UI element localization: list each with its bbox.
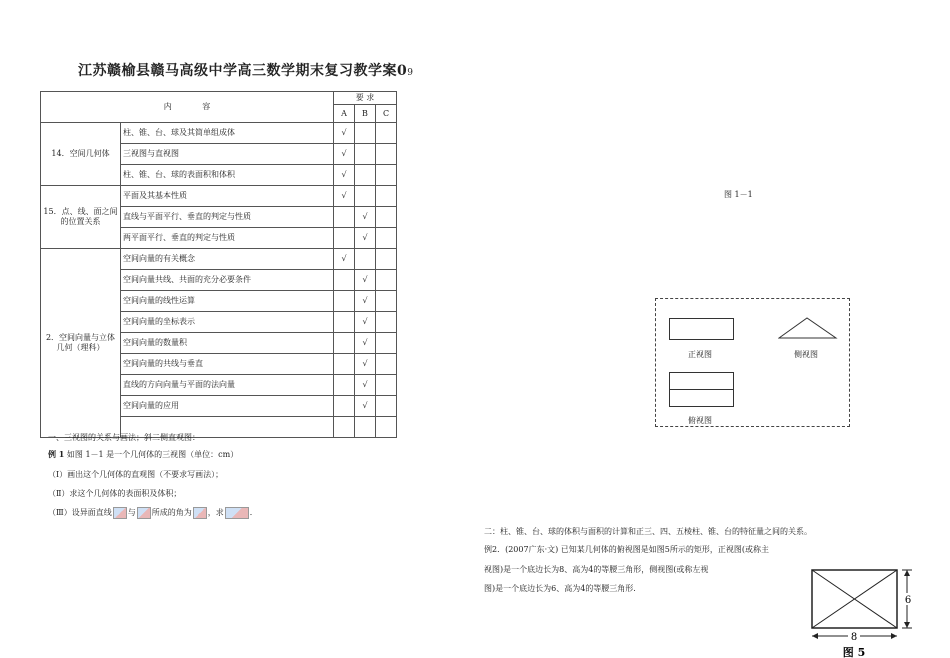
formula-image-icon [193, 507, 207, 519]
fig5-caption: 图 5 [842, 646, 866, 658]
check-cell-b: √ [355, 270, 376, 291]
example1-label: 例 1 [48, 449, 65, 459]
top-view-divider [670, 389, 733, 390]
check-cell-a [334, 312, 355, 333]
title-number: 0 [397, 63, 408, 79]
example2-line1: 例2．(2007广东·文) 已知某几何体的俯视图是如图5所示的矩形，正视图(或称主 [484, 545, 769, 554]
check-cell-c [376, 354, 397, 375]
item-cell: 空间向量的坐标表示 [121, 312, 334, 333]
check-cell-b: √ [355, 207, 376, 228]
item-cell: 柱、锥、台、球的表面积和体积 [121, 165, 334, 186]
col-c: C [376, 105, 397, 123]
check-cell-c [376, 144, 397, 165]
header-content: 内 容 [41, 92, 334, 123]
check-cell-c [376, 186, 397, 207]
check-cell-b [355, 165, 376, 186]
check-cell-b [355, 417, 376, 438]
check-cell-a: √ [334, 186, 355, 207]
check-cell-b [355, 144, 376, 165]
check-cell-a: √ [334, 144, 355, 165]
figure-5 [806, 564, 916, 658]
col-a: A [334, 105, 355, 123]
check-cell-a [334, 270, 355, 291]
check-cell-b: √ [355, 228, 376, 249]
requirements-table [40, 91, 397, 438]
check-cell-b: √ [355, 396, 376, 417]
check-cell-a [334, 375, 355, 396]
check-cell-a [334, 417, 355, 438]
check-cell-a [334, 291, 355, 312]
check-cell-a: √ [334, 249, 355, 270]
check-cell-a: √ [334, 165, 355, 186]
question-3 [48, 507, 258, 519]
title-subscript: 9 [407, 68, 414, 78]
category-cell: 15．点、线、面之间的位置关系 [41, 186, 121, 249]
top-view-label: 俯视图 [688, 416, 712, 425]
item-cell: 直线与平面平行、垂直的判定与性质 [121, 207, 334, 228]
check-cell-c [376, 396, 397, 417]
check-cell-b [355, 123, 376, 144]
formula-image-icon [137, 507, 151, 519]
formula-image-icon [225, 507, 249, 519]
check-cell-b: √ [355, 375, 376, 396]
check-cell-a [334, 228, 355, 249]
example1 [48, 449, 238, 460]
item-cell: 空间向量的线性运算 [121, 291, 334, 312]
item-cell: 空间向量的数量积 [121, 333, 334, 354]
top-view-rect [669, 372, 734, 407]
check-cell-c [376, 312, 397, 333]
category-cell: 14．空间几何体 [41, 123, 121, 186]
category-cell: 2．空间向量与立体几何（理科） [41, 249, 121, 438]
item-cell: 空间向量的应用 [121, 396, 334, 417]
question-1: （Ⅰ）画出这个几何体的直观图（不要求写画法）； [48, 470, 224, 479]
check-cell-c [376, 228, 397, 249]
example1-text: 如图 1－1 是一个几何体的三视图（单位：cm） [66, 450, 239, 459]
item-cell: 平面及其基本性质 [121, 186, 334, 207]
check-cell-a [334, 354, 355, 375]
check-cell-c [376, 165, 397, 186]
figure-1-1-caption: 图 1－1 [724, 190, 753, 199]
q3-part-d: ，求 [207, 508, 224, 517]
check-cell-c [376, 123, 397, 144]
example2-line3: 图)是一个底边长为6、高为4的等腰三角形. [484, 584, 636, 593]
check-cell-c [376, 417, 397, 438]
front-view-rect [669, 318, 734, 340]
q3-part-a: （Ⅲ）设异面直线 [48, 508, 112, 517]
section2-heading: 二：柱、锥、台、球的体积与面积的计算和正三、四、五棱柱、锥、台的特征量之间的关系。 [484, 527, 812, 536]
item-cell: 空间向量的共线与垂直 [121, 354, 334, 375]
check-cell-c [376, 333, 397, 354]
check-cell-a [334, 333, 355, 354]
check-cell-c [376, 249, 397, 270]
q3-part-b: 与 [127, 508, 136, 517]
q3-part-e: ． [249, 508, 258, 517]
side-view-triangle [778, 316, 838, 340]
formula-image-icon [113, 507, 127, 519]
col-b: B [355, 105, 376, 123]
check-cell-c [376, 270, 397, 291]
table-row [41, 123, 397, 144]
check-cell-b [355, 186, 376, 207]
item-cell: 直线的方向向量与平面的法向量 [121, 375, 334, 396]
check-cell-c [376, 207, 397, 228]
item-cell: 空间向量的有关概念 [121, 249, 334, 270]
question-2: （Ⅱ）求这个几何体的表面积及体积； [48, 489, 182, 498]
check-cell-c [376, 375, 397, 396]
header-requirements: 要 求 [334, 92, 397, 105]
check-cell-a: √ [334, 123, 355, 144]
item-cell: 柱、锥、台、球及其简单组成体 [121, 123, 334, 144]
example2-line2: 视图)是一个底边长为8、高为4的等腰三角形，侧视图(或称左视 [484, 565, 709, 574]
check-cell-a [334, 207, 355, 228]
fig5-height-label: 6 [904, 595, 912, 606]
check-cell-b: √ [355, 312, 376, 333]
section1-heading: 一、三视图的关系与画法；斜二侧直观图： [48, 433, 200, 442]
item-cell: 三视图与直视图 [121, 144, 334, 165]
item-cell: 两平面平行、垂直的判定与性质 [121, 228, 334, 249]
item-cell: 空间向量共线、共面的充分必要条件 [121, 270, 334, 291]
check-cell-c [376, 291, 397, 312]
side-view-label: 侧视图 [794, 350, 818, 359]
check-cell-b: √ [355, 333, 376, 354]
check-cell-b: √ [355, 291, 376, 312]
check-cell-b: √ [355, 354, 376, 375]
table-row [41, 186, 397, 207]
front-view-label: 正视图 [688, 350, 712, 359]
title-text: 江苏赣榆县赣马高级中学高三数学期末复习教学案 [78, 63, 397, 79]
table-row [41, 249, 397, 270]
fig5-width-label: 8 [850, 632, 858, 643]
check-cell-b [355, 249, 376, 270]
page-title [78, 60, 413, 80]
q3-part-c: 所成的角为 [151, 508, 192, 517]
check-cell-a [334, 396, 355, 417]
